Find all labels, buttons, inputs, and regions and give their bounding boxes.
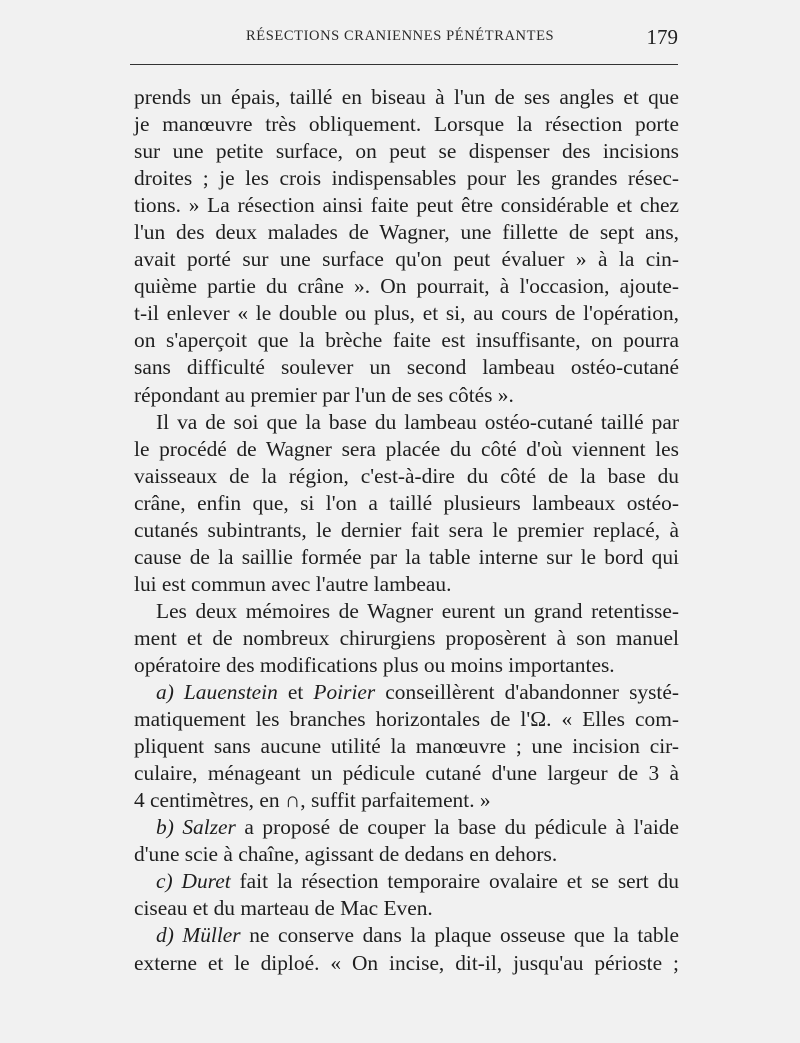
text-line: je manœuvre très obliquement. Lorsque la résection porte (134, 112, 679, 137)
author-name: Duret (181, 869, 231, 894)
text-line: ment et de nombreux chirurgiens proposèrent à son manuel (134, 625, 679, 650)
text-line: tions. » La résection ainsi faite peut être considérable et chez (134, 193, 679, 218)
text-line: prends un épais, taillé en biseau à l'un de ses angles et que (134, 85, 679, 109)
text-line: répondant au premier par l'un de ses côtés ». (134, 382, 514, 407)
text-line: quième partie du crâne ». On pourrait, à l'occasion, ajoute- (134, 274, 679, 299)
running-header (130, 22, 680, 52)
text-line: avait porté sur une surface qu'on peut évaluer » à la cin- (134, 247, 679, 272)
text-line: droites ; je les crois indispensables pour les grandes résec- (134, 166, 679, 191)
text-line: on s'aperçoit que la brèche faite est insuffisante, on pourra (134, 328, 679, 353)
author-name: Müller (182, 923, 241, 948)
list-item-a: a) Lauenstein et Poirier conseillèrent d'abandonner systé- (156, 680, 679, 705)
text-line: culaire, ménageant un pédicule cutané d'une largeur de 3 à (134, 761, 679, 786)
text-line: 4 centimètres, en ∩, suffit parfaitement. » (134, 788, 491, 813)
list-item-c: c) Duret fait la résection temporaire ovalaire et se sert du (156, 869, 679, 894)
header-rule (130, 64, 678, 65)
text-line: sans difficulté soulever un second lambeau ostéo-cutané (134, 355, 679, 380)
author-name: Salzer (182, 815, 236, 840)
text-line: vaisseaux de la région, c'est-à-dire du côté de la base du (134, 463, 679, 488)
text-line: Il va de soi que la base du lambeau ostéo-cutané taillé par (156, 409, 679, 434)
text-line: ciseau et du marteau de Mac Even. (134, 896, 433, 921)
text-line: crâne, enfin que, si l'on a taillé plusieurs lambeaux ostéo- (134, 490, 679, 515)
text-line: lui est commun avec l'autre lambeau. (134, 571, 452, 596)
text-line: matiquement les branches horizontales de l'Ω. « Elles com- (134, 707, 679, 732)
text-line: cutanés subintrants, le dernier fait sera le premier replacé, à (134, 517, 679, 542)
running-title: RÉSECTIONS CRANIENNES PÉNÉTRANTES (246, 28, 555, 44)
list-item-b: b) Salzer a proposé de couper la base du pédicule à l'aide (156, 815, 679, 840)
text-line: d'une scie à chaîne, agissant de dedans en dehors. (134, 842, 558, 867)
text-line: l'un des deux malades de Wagner, une fillette de sept ans, (134, 220, 679, 245)
text-line: pliquent sans aucune utilité la manœuvre ; une incision cir- (134, 734, 679, 759)
list-item-d: d) Müller ne conserve dans la plaque osseuse que la table (156, 923, 679, 948)
text-line: sur une petite surface, on peut se dispenser des incisions (134, 139, 679, 164)
text-line: opératoire des modifications plus ou moins importantes. (134, 652, 615, 677)
author-name: Poirier (313, 680, 376, 705)
page-number: 179 (646, 25, 678, 49)
text-line: t-il enlever « le double ou plus, et si, au cours de l'opération, (134, 301, 679, 326)
body-text (134, 84, 679, 977)
text-line: le procédé de Wagner sera placée du côté d'où viennent les (134, 436, 679, 461)
author-name: Lauenstein (183, 680, 278, 705)
text-line: externe et le diploé. « On incise, dit-il, jusqu'au périoste ; (134, 950, 679, 975)
text-line: Les deux mémoires de Wagner eurent un grand retentisse- (156, 598, 679, 623)
text-line: cause de la saillie formée par la table interne sur le bord qui (134, 544, 679, 569)
